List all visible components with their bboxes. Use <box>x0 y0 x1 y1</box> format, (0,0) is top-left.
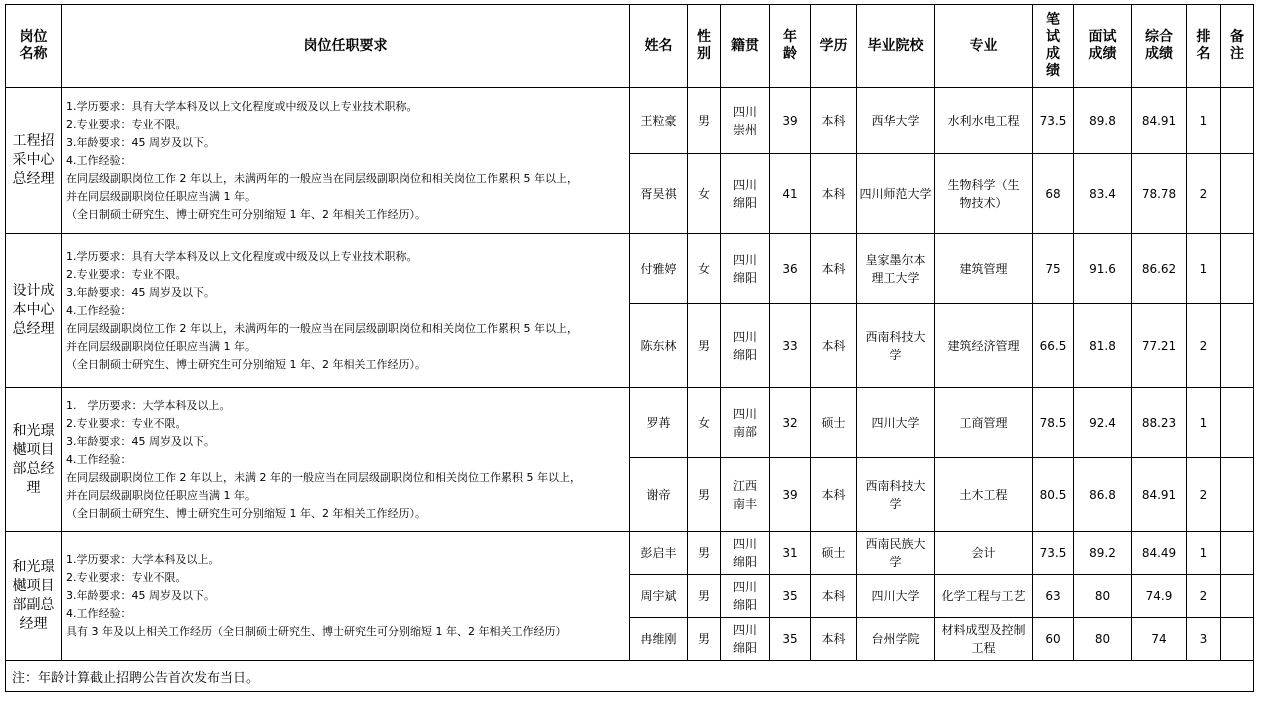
candidate-remark <box>1221 234 1254 304</box>
candidate-education: 本科 <box>811 88 857 154</box>
candidate-gender: 男 <box>688 304 721 388</box>
candidate-rank: 1 <box>1187 88 1221 154</box>
candidate-major: 土木工程 <box>935 458 1033 532</box>
candidate-interview-score: 92.4 <box>1074 388 1132 458</box>
candidate-origin: 四川崇州 <box>721 88 770 154</box>
table-row <box>6 532 1254 575</box>
candidate-gender: 女 <box>688 388 721 458</box>
candidate-age: 33 <box>770 304 811 388</box>
candidate-remark <box>1221 575 1254 618</box>
candidate-name: 彭启丰 <box>630 532 688 575</box>
post-requirements: 1.学历要求：大学本科及以上。 2.专业要求：专业不限。 3.年龄要求：45 周岁及以下。 4.工作经验： 具有 3 年及以上相关工作经历（全日制硕士研究生、博士研究生可分别缩短 1 年、2 年相关工作经历） <box>62 532 630 661</box>
header-post-name: 岗位名称 <box>6 5 62 88</box>
candidate-school: 西南科技大学 <box>857 458 935 532</box>
candidate-origin: 四川绵阳 <box>721 304 770 388</box>
header-row <box>6 5 1254 88</box>
candidate-education: 本科 <box>811 234 857 304</box>
candidate-age: 39 <box>770 88 811 154</box>
post-requirements: 1. 学历要求：大学本科及以上。 2.专业要求：专业不限。 3.年龄要求：45 周岁及以下。 4.工作经验： 在同层级副职岗位工作 2 年以上，未满 2 年的一般应当在同层级副职岗位和相关岗位工作累积 5 年以上， 并在同层级副职岗位任职应当满 1 年。 （全日制硕士研究生、博士研究生可分别缩短 1 年、2 年相关工作经历）。 <box>62 388 630 532</box>
candidate-school: 西南科技大学 <box>857 304 935 388</box>
candidate-written-score: 78.5 <box>1033 388 1074 458</box>
candidate-total-score: 84.91 <box>1132 88 1187 154</box>
candidate-age: 31 <box>770 532 811 575</box>
candidate-written-score: 60 <box>1033 618 1074 661</box>
header-age: 年龄 <box>770 5 811 88</box>
candidate-written-score: 66.5 <box>1033 304 1074 388</box>
table-row <box>6 388 1254 458</box>
candidate-rank: 1 <box>1187 388 1221 458</box>
post-requirements: 1.学历要求：具有大学本科及以上文化程度或中级及以上专业技术职称。 2.专业要求：专业不限。 3.年龄要求：45 周岁及以下。 4.工作经验： 在同层级副职岗位工作 2 年以上，未满两年的一般应当在同层级副职岗位和相关岗位工作累积 5 年以上， 并在同层级副职岗位任职应当满 1 年。 （全日制硕士研究生、博士研究生可分别缩短 1 年、2 年相关工作经历）。 <box>62 88 630 234</box>
candidate-name: 周宇斌 <box>630 575 688 618</box>
post-requirements: 1.学历要求：具有大学本科及以上文化程度或中级及以上专业技术职称。 2.专业要求：专业不限。 3.年龄要求：45 周岁及以下。 4.工作经验： 在同层级副职岗位工作 2 年以上，未满两年的一般应当在同层级副职岗位和相关岗位工作累积 5 年以上， 并在同层级副职岗位任职应当满 1 年。 （全日制硕士研究生、博士研究生可分别缩短 1 年、2 年相关工作经历）。 <box>62 234 630 388</box>
candidate-major: 化学工程与工艺 <box>935 575 1033 618</box>
candidate-interview-score: 89.8 <box>1074 88 1132 154</box>
candidate-total-score: 74 <box>1132 618 1187 661</box>
candidate-origin: 四川绵阳 <box>721 618 770 661</box>
candidate-name: 陈东林 <box>630 304 688 388</box>
candidate-rank: 1 <box>1187 234 1221 304</box>
candidate-major: 工商管理 <box>935 388 1033 458</box>
candidate-name: 胥昊祺 <box>630 154 688 234</box>
candidate-interview-score: 80 <box>1074 575 1132 618</box>
candidate-age: 36 <box>770 234 811 304</box>
results-table <box>5 4 1254 692</box>
candidate-remark <box>1221 388 1254 458</box>
candidate-age: 32 <box>770 388 811 458</box>
candidate-remark <box>1221 458 1254 532</box>
candidate-total-score: 74.9 <box>1132 575 1187 618</box>
candidate-age: 39 <box>770 458 811 532</box>
candidate-school: 皇家墨尔本理工大学 <box>857 234 935 304</box>
candidate-major: 材料成型及控制工程 <box>935 618 1033 661</box>
candidate-rank: 1 <box>1187 532 1221 575</box>
candidate-origin: 四川绵阳 <box>721 234 770 304</box>
header-school: 毕业院校 <box>857 5 935 88</box>
candidate-total-score: 84.91 <box>1132 458 1187 532</box>
header-major: 专业 <box>935 5 1033 88</box>
candidate-education: 本科 <box>811 304 857 388</box>
candidate-written-score: 63 <box>1033 575 1074 618</box>
candidate-age: 35 <box>770 618 811 661</box>
candidate-remark <box>1221 154 1254 234</box>
candidate-gender: 男 <box>688 88 721 154</box>
candidate-name: 罗苒 <box>630 388 688 458</box>
header-education: 学历 <box>811 5 857 88</box>
candidate-major: 建筑经济管理 <box>935 304 1033 388</box>
candidate-gender: 男 <box>688 458 721 532</box>
header-name: 姓名 <box>630 5 688 88</box>
candidate-rank: 2 <box>1187 575 1221 618</box>
post-name: 和光璟樾项目部副总经理 <box>6 532 62 661</box>
candidate-interview-score: 80 <box>1074 618 1132 661</box>
candidate-name: 付雅婷 <box>630 234 688 304</box>
candidate-school: 西华大学 <box>857 88 935 154</box>
candidate-total-score: 88.23 <box>1132 388 1187 458</box>
candidate-written-score: 68 <box>1033 154 1074 234</box>
candidate-total-score: 84.49 <box>1132 532 1187 575</box>
candidate-education: 本科 <box>811 154 857 234</box>
candidate-rank: 3 <box>1187 618 1221 661</box>
post-name: 和光璟樾项目部总经理 <box>6 388 62 532</box>
post-name: 工程招采中心总经理 <box>6 88 62 234</box>
table-row <box>6 234 1254 304</box>
candidate-origin: 四川南部 <box>721 388 770 458</box>
candidate-total-score: 77.21 <box>1132 304 1187 388</box>
candidate-school: 西南民族大学 <box>857 532 935 575</box>
header-origin: 籍贯 <box>721 5 770 88</box>
candidate-remark <box>1221 304 1254 388</box>
candidate-major: 生物科学（生物技术） <box>935 154 1033 234</box>
header-rank: 排名 <box>1187 5 1221 88</box>
candidate-total-score: 78.78 <box>1132 154 1187 234</box>
header-total-score: 综合成绩 <box>1132 5 1187 88</box>
candidate-gender: 男 <box>688 532 721 575</box>
candidate-rank: 2 <box>1187 458 1221 532</box>
candidate-interview-score: 86.8 <box>1074 458 1132 532</box>
candidate-rank: 2 <box>1187 154 1221 234</box>
candidate-origin: 四川绵阳 <box>721 154 770 234</box>
candidate-major: 会计 <box>935 532 1033 575</box>
footnote: 注：年龄计算截止招聘公告首次发布当日。 <box>6 661 1254 692</box>
candidate-education: 硕士 <box>811 388 857 458</box>
candidate-education: 本科 <box>811 575 857 618</box>
candidate-written-score: 73.5 <box>1033 88 1074 154</box>
candidate-interview-score: 83.4 <box>1074 154 1132 234</box>
candidate-remark <box>1221 532 1254 575</box>
candidate-gender: 男 <box>688 618 721 661</box>
candidate-school: 四川大学 <box>857 575 935 618</box>
candidate-school: 四川大学 <box>857 388 935 458</box>
candidate-name: 冉维刚 <box>630 618 688 661</box>
post-name: 设计成本中心总经理 <box>6 234 62 388</box>
candidate-written-score: 75 <box>1033 234 1074 304</box>
candidate-origin: 江西南丰 <box>721 458 770 532</box>
candidate-interview-score: 91.6 <box>1074 234 1132 304</box>
candidate-written-score: 80.5 <box>1033 458 1074 532</box>
candidate-gender: 女 <box>688 154 721 234</box>
candidate-school: 四川师范大学 <box>857 154 935 234</box>
candidate-name: 谢帝 <box>630 458 688 532</box>
candidate-interview-score: 89.2 <box>1074 532 1132 575</box>
header-requirements: 岗位任职要求 <box>62 5 630 88</box>
candidate-remark <box>1221 618 1254 661</box>
candidate-major: 水利水电工程 <box>935 88 1033 154</box>
note-row <box>6 661 1254 692</box>
candidate-name: 王粒豪 <box>630 88 688 154</box>
candidate-interview-score: 81.8 <box>1074 304 1132 388</box>
candidate-major: 建筑管理 <box>935 234 1033 304</box>
candidate-education: 硕士 <box>811 532 857 575</box>
candidate-gender: 女 <box>688 234 721 304</box>
header-interview-score: 面试成绩 <box>1074 5 1132 88</box>
candidate-education: 本科 <box>811 458 857 532</box>
header-remark: 备注 <box>1221 5 1254 88</box>
candidate-education: 本科 <box>811 618 857 661</box>
candidate-origin: 四川绵阳 <box>721 575 770 618</box>
candidate-origin: 四川绵阳 <box>721 532 770 575</box>
candidate-remark <box>1221 88 1254 154</box>
candidate-total-score: 86.62 <box>1132 234 1187 304</box>
candidate-written-score: 73.5 <box>1033 532 1074 575</box>
candidate-school: 台州学院 <box>857 618 935 661</box>
table-row <box>6 88 1254 154</box>
candidate-age: 41 <box>770 154 811 234</box>
candidate-gender: 男 <box>688 575 721 618</box>
candidate-age: 35 <box>770 575 811 618</box>
candidate-rank: 2 <box>1187 304 1221 388</box>
header-gender: 性别 <box>688 5 721 88</box>
header-written-score: 笔试成绩 <box>1033 5 1074 88</box>
